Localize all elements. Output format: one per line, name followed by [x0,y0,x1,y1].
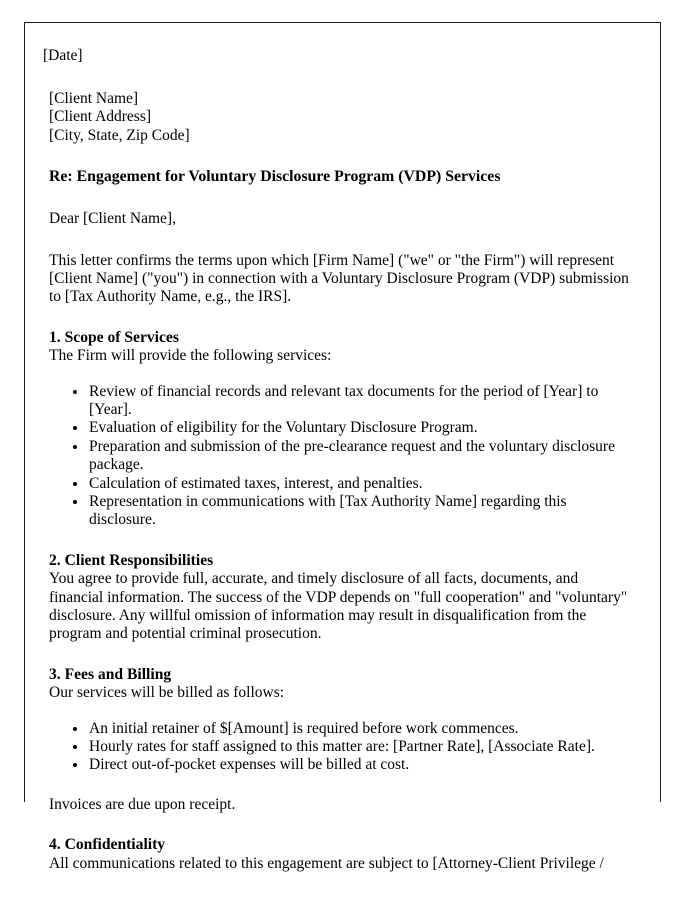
section-heading-confidentiality: 4. Confidentiality [49,836,166,854]
salutation: Dear [Client Name], [49,210,176,228]
list-item: • Evaluation of eligibility for the Voluntary Disclosure Program. [88,419,634,437]
section-heading-scope-of-services: 1. Scope of Services [49,328,179,346]
intro-paragraph: This letter confirms the terms upon which [Firm Name] ("we" or "the Firm") will represent [Client Name] ("you") in connection with a Voluntary Disclosure Program (VDP) submission to [Tax Authority Name, e.g., the IRS]. [49,251,629,306]
subject-line: Re: Engagement for Voluntary Disclosure Program (VDP) Services [49,167,501,185]
list-item: • Calculation of estimated taxes, interest, and penalties. [88,475,634,493]
recipient-city-state-zip: [City, State, Zip Code] [49,126,190,144]
section-body-client-responsibilities: You agree to provide full, accurate, and timely disclosure of all facts, documents, and financial information. The success of the VDP depends on "full cooperation" and "voluntary" disclosure. Any willful omission of information may result in disqualification from the program and potential criminal prosecution. [49,570,628,643]
document-page [24,22,661,872]
list-item: • Direct out-of-pocket expenses will be billed at cost. [88,756,634,774]
recipient-address: [Client Address] [49,108,152,126]
list-item: • Review of financial records and relevant tax documents for the period of [Year] to [Year]. [88,383,634,420]
fees-and-billing-list [25,720,634,775]
scope-of-services-list [25,383,634,530]
list-item: • An initial retainer of $[Amount] is required before work commences. [88,720,634,738]
section-heading-client-responsibilities: 2. Client Responsibilities [49,551,214,569]
list-item: • Representation in communications with [Tax Authority Name] regarding this disclosure. [88,493,634,530]
document-body [25,47,660,873]
recipient-address-block [49,90,660,145]
section-body-confidentiality: All communications related to this engagement are subject to [Attorney-Client Privilege / [49,854,604,872]
section-intro-fees-and-billing: Our services will be billed as follows: [49,684,285,702]
invoices-due-note: Invoices are due upon receipt. [49,795,236,813]
list-item: • Hourly rates for staff assigned to this matter are: [Partner Rate], [Associate Rate]. [88,738,634,756]
section-intro-scope-of-services: The Firm will provide the following services: [49,347,332,365]
section-heading-fees-and-billing: 3. Fees and Billing [49,665,172,683]
recipient-name: [Client Name] [49,90,139,108]
date-placeholder: [Date] [43,47,83,64]
list-item: • Preparation and submission of the pre-clearance request and the voluntary disclosure package. [88,438,634,475]
